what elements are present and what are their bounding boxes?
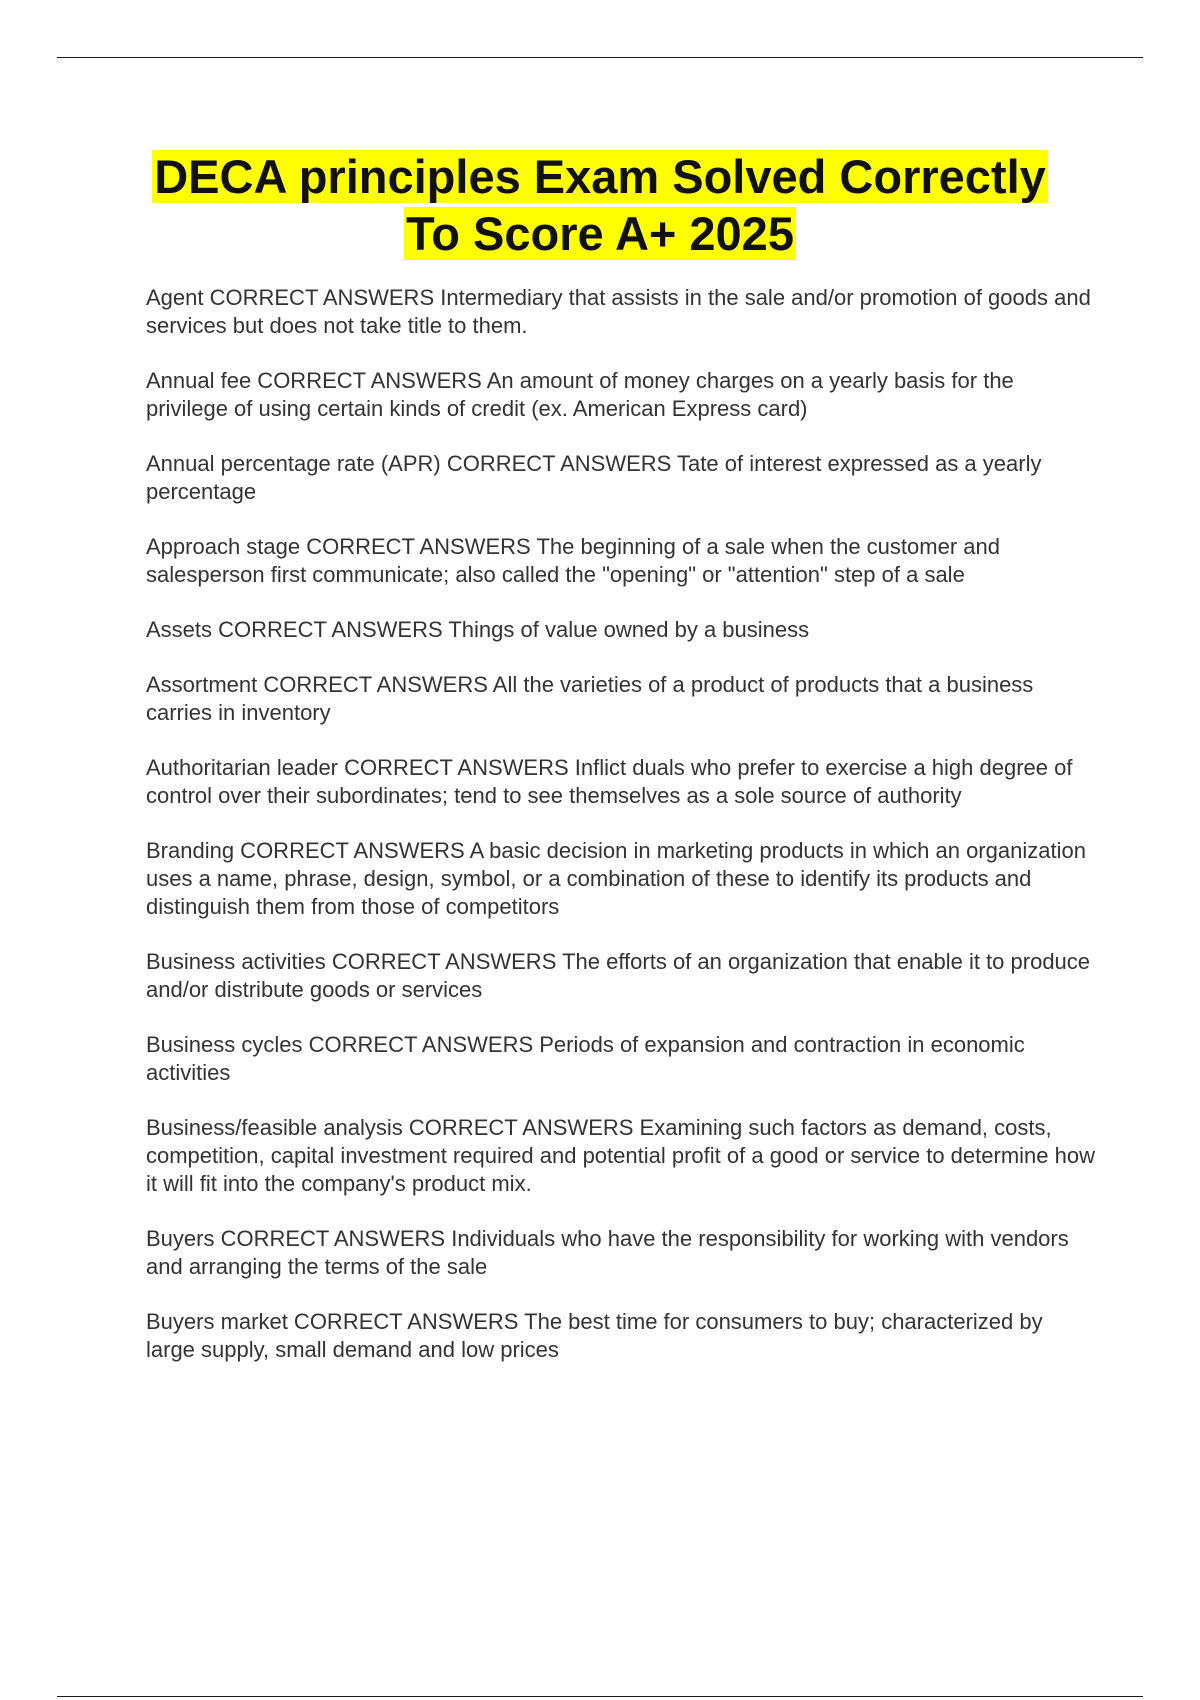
entry-approach-stage: Approach stage CORRECT ANSWERS The beginning of a sale when the customer and salesperson first communicate; also called the "opening" or "attention" step of a sale xyxy=(146,534,1000,587)
entry-annual-percentage-rate: Annual percentage rate (APR) CORRECT ANSWERS Tate of interest expressed as a yearly percentage xyxy=(146,451,1042,504)
bottom-rule xyxy=(57,1696,1143,1697)
entry-authoritarian-leader: Authoritarian leader CORRECT ANSWERS Inflict duals who prefer to exercise a high degree of control over their subordinates; tend to see themselves as a sole source of authority xyxy=(146,755,1073,808)
title-line-1: DECA principles Exam Solved Correctly xyxy=(154,150,1046,203)
entry-branding: Branding CORRECT ANSWERS A basic decision in marketing products in which an organization uses a name, phrase, design, symbol, or a combination of these to identify its products and distinguish them from those of competitors xyxy=(146,838,1086,919)
answer-list xyxy=(146,284,1096,1391)
entry-annual-fee: Annual fee CORRECT ANSWERS An amount of money charges on a yearly basis for the privilege of using certain kinds of credit (ex. American Express card) xyxy=(146,368,1014,421)
entry-assortment: Assortment CORRECT ANSWERS All the varieties of a product of products that a business carries in inventory xyxy=(146,672,1034,725)
top-rule xyxy=(57,57,1143,58)
document-title xyxy=(60,148,1140,262)
entry-business-feasible-analysis: Business/feasible analysis CORRECT ANSWERS Examining such factors as demand, costs, competition, capital investment required and potential profit of a good or service to determine how it will fit into the company's product mix. xyxy=(146,1115,1095,1196)
entry-buyers: Buyers CORRECT ANSWERS Individuals who have the responsibility for working with vendors and arranging the terms of the sale xyxy=(146,1226,1069,1279)
title-line-2: To Score A+ 2025 xyxy=(406,207,794,260)
entry-business-activities: Business activities CORRECT ANSWERS The efforts of an organization that enable it to produce and/or distribute goods or services xyxy=(146,949,1091,1002)
entry-agent: Agent CORRECT ANSWERS Intermediary that assists in the sale and/or promotion of goods and services but does not take title to them. xyxy=(146,285,1091,338)
entry-buyers-market: Buyers market CORRECT ANSWERS The best time for consumers to buy; characterized by large supply, small demand and low prices xyxy=(146,1309,1043,1362)
entry-assets: Assets CORRECT ANSWERS Things of value owned by a business xyxy=(146,617,810,642)
entry-business-cycles: Business cycles CORRECT ANSWERS Periods of expansion and contraction in economic activities xyxy=(146,1032,1025,1085)
